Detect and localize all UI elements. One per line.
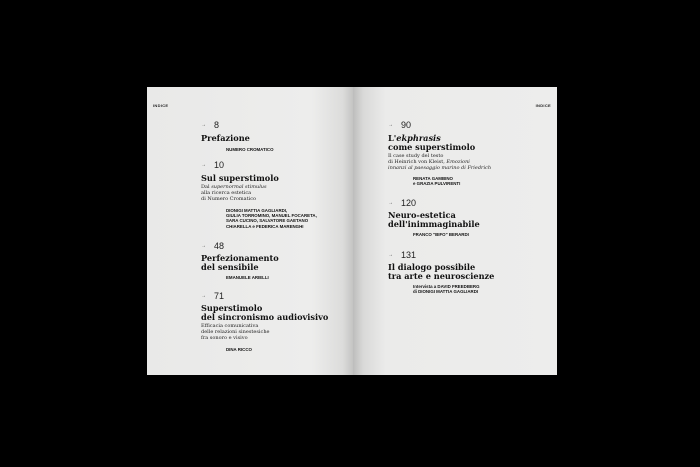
page-number: → 131: [388, 250, 417, 260]
entry-title: Neuro-estetica dell'inimmaginabile: [388, 210, 480, 229]
entry-title: L'ekphrasis come superstimolo: [388, 133, 476, 152]
entry-title: Perfezionamento del sensibile: [201, 253, 279, 272]
page-number: → 90: [388, 120, 412, 130]
arrow-icon: →: [201, 293, 206, 299]
entry-title: Superstimolo del sincronismo audiovisivo: [201, 303, 329, 322]
open-book: [147, 87, 557, 375]
page-header: INDICE: [153, 103, 169, 108]
arrow-icon: →: [388, 200, 393, 206]
entry-author: EMANUELE ARIELLI: [226, 275, 269, 280]
entry-title: Sul superstimolo: [201, 173, 279, 183]
arrow-icon: →: [388, 122, 393, 128]
entry-title: Prefazione: [201, 133, 250, 143]
entry-author: RENATA GAMBINO e GRAZIA PULVIRENTI: [413, 176, 461, 187]
entry-author: FRANCO "BIFO" BERARDI: [413, 232, 469, 237]
subtitle-line: di Heinrich von Kleist, Emozioni: [388, 159, 470, 165]
entry-author: DIONIGI MATTIA GAGLIARDI, GIULIA TORROMINO, MANUEL FOCARETA, SARA CUCINO, SALVATORE GAETANO CHIARELLA e FEDERICA MARENGHI: [226, 208, 317, 229]
page-number: → 71: [201, 291, 225, 301]
page-number: → 120: [388, 198, 417, 208]
entry-title: Il dialogo possibile tra arte e neuroscienze: [388, 262, 495, 281]
arrow-icon: →: [201, 243, 206, 249]
page-number: → 8: [201, 120, 220, 130]
entry-author: DINA RICCO: [226, 347, 252, 352]
arrow-icon: →: [201, 162, 206, 168]
entry-author: Intervista a DAVID FREEDBERG di DIONIGI MATTIA GAGLIARDI: [413, 284, 480, 295]
entry-subtitle: Il case study del testo di Heinrich von Kleist, Emozioni innanzi al paesaggio marino di Friedrich: [388, 153, 492, 171]
arrow-icon: →: [201, 122, 206, 128]
arrow-icon: →: [388, 252, 393, 258]
entry-author: NUMERO CROMATICO: [226, 147, 274, 152]
subtitle-line: Dal supernormal stimulus: [201, 184, 267, 190]
page-header: INDICE: [535, 103, 551, 108]
page-number: → 10: [201, 160, 225, 170]
title-line: L'ekphrasis: [388, 133, 441, 143]
entry-subtitle: Dal supernormal stimulus alla ricerca estetica di Numero Cromatico: [201, 184, 267, 202]
left-page: [147, 87, 353, 375]
entry-subtitle: Efficacia comunicativa delle relazioni sinestesiche fra sonoro e visivo: [201, 323, 270, 341]
right-page: [353, 87, 557, 375]
page-number: → 48: [201, 241, 225, 251]
